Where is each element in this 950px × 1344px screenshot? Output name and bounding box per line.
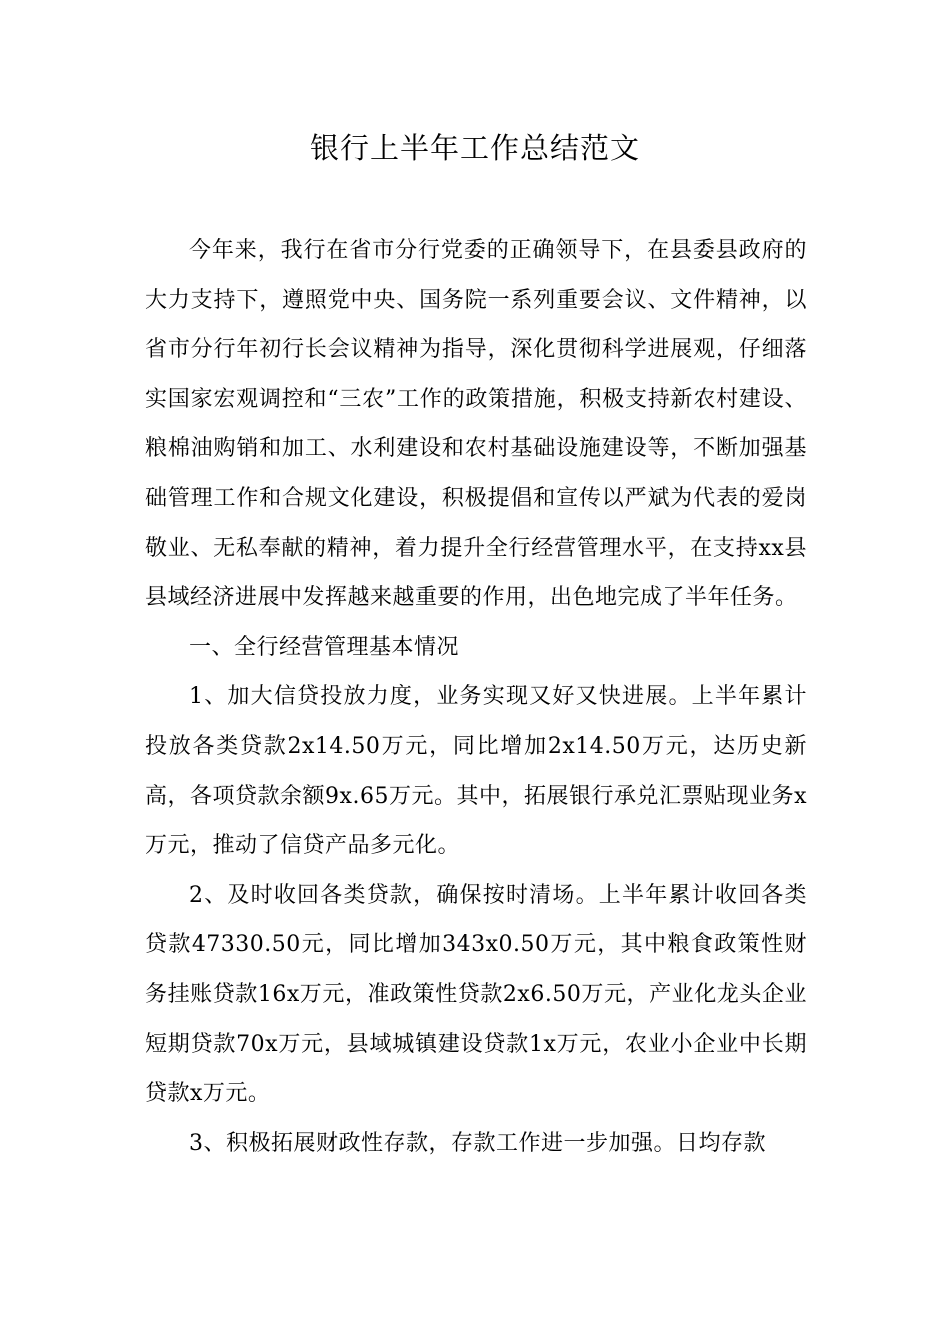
paragraph-intro: 今年来，我行在省市分行党委的正确领导下，在县委县政府的大力支持下，遵照党中央、国务院一系列重要会议、文件精神，以省市分行年初行长会议精神为指导，深化贯彻科学进展观，仔细落实国家宏观调控和“三农”工作的政策措施，积极支持新农村建设、粮棉油购销和加工、水利建设和农村基础设施建设等，不断加强基础管理工作和合规文化建设，积极提倡和宣传以严斌为代表的爱岗敬业、无私奉献的精神，着力提升全行经营管理水平，在支持xx县县域经济进展中发挥越来越重要的作用，出色地完成了半年任务。 [145, 238, 807, 611]
document-title: 银行上半年工作总结范文 [309, 131, 640, 165]
document-body [145, 226, 807, 1168]
paragraph-item-2: 2、及时收回各类贷款，确保按时清场。上半年累计收回各类贷款47330.50元，同比增加343x0.50万元，其中粮食政策性财务挂账贷款16x万元，准政策性贷款2x6.50万元，产业化龙头企业短期贷款70x万元，县域城镇建设贷款1x万元，农业小企业中长期贷款x万元。 [145, 882, 807, 1107]
section-heading-1: 一、全行经营管理基本情况 [189, 634, 460, 660]
paragraph-item-3: 3、积极拓展财政性存款，存款工作进一步加强。日均存款 [189, 1130, 766, 1156]
paragraph-item-1: 1、加大信贷投放力度，业务实现又好又快进展。上半年累计投放各类贷款2x14.50万元，同比增加2x14.50万元，达历史新高，各项贷款余额9x.65万元。其中，拓展银行承兑汇票贴现业务x万元，推动了信贷产品多元化。 [145, 684, 807, 859]
